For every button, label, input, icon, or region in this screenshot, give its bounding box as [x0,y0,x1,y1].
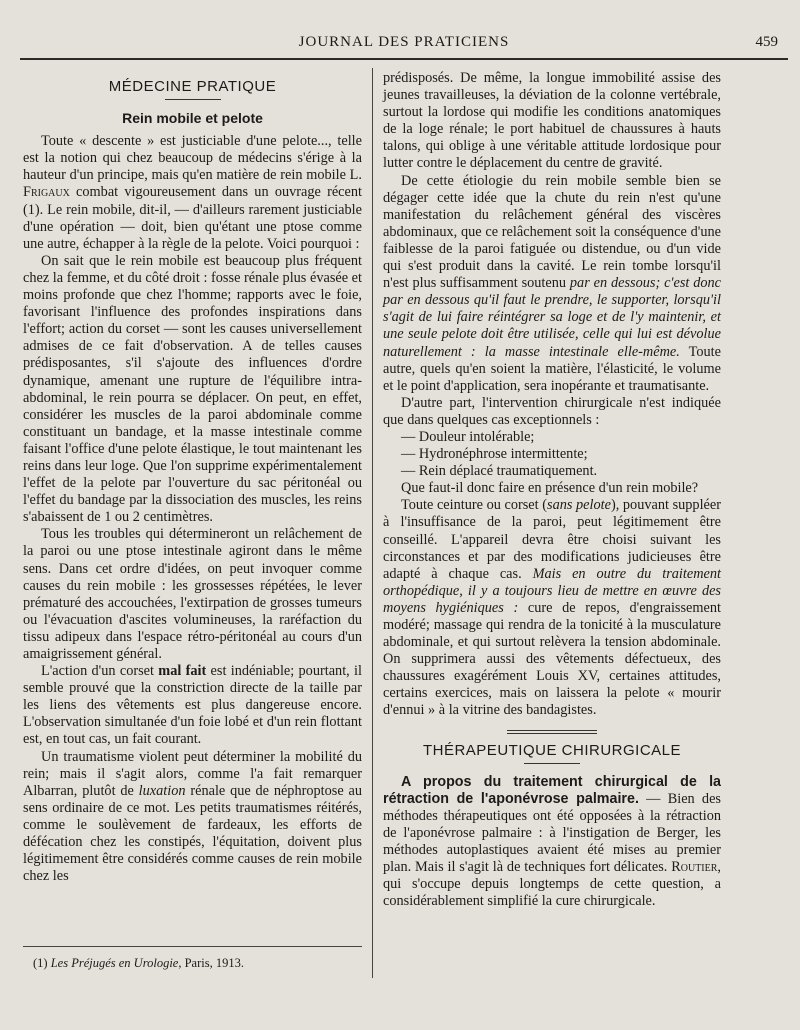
page-number: 459 [755,34,778,50]
text: Toute « descente » est justiciable d'une pelote..., telle est la notion qui chez beaucoup de médecins s'érige à la hauteur d'un principe, mais qu'en matière de rein mobile L. [23,133,362,184]
text: (1) [33,956,51,970]
footnote [33,956,244,971]
paragraph [23,663,362,748]
paragraph: Que faut-il donc faire en présence d'un rein mobile? [401,480,699,497]
text: De cette étiologie du rein mobile semble bien se dégager cette idée que la chute du rein n'est qu'une manifestation du relâchement général des viscères abdominaux, que ce relâchement soit la conséquence d'une faiblesse de la paroi fatiguée ou distendue, ou d'un vide qui s'est produit dans la cavité. Le rein tombe lorsqu'il n'est plus suffisamment soutenu [383,172,721,292]
right-column [383,70,721,910]
paragraph [23,133,362,253]
column-divider [372,68,373,978]
paragraph [383,497,721,719]
text: Un traumatisme violent peut déterminer la mobilité du rein; mais il s'agit alors, comme l'a fait remarquer Albarran, plutôt de [23,748,362,799]
emphasis: mal fait [158,663,207,680]
footnote-rule [23,946,362,947]
text: L'action d'un corset [41,663,159,680]
paragraph [383,173,721,395]
paragraph [383,774,721,911]
text: combat vigoureusement dans un ouvrage récent (1). Le rein mobile, dit-il, — d'ailleurs rarement justiciable d'une opération — doit, bien qu'étant une ptose comme une autre, échapper à la règle de la pelote. Voici pourquoi : [23,184,362,252]
section-separator [507,730,597,734]
book-title: Les Préjugés en Urologie [50,956,179,970]
paragraph: On sait que le rein mobile est beaucoup plus fréquent chez la femme, et du côté droit : fosse rénale plus évasée et moins profonde que chez l'homme; rapports avec le foie, favorisant l'influence des profondes inspirations dans l'effort; action du corset — sont les causes universellement admises de ce fait d'observation. A de telles causes prédisposantes, s'il s'ajoute des influences d'ordre dynamique, amenant une rupture de l'équilibre intra-abdominal, le rein pourra se déplacer. On peut, en effet, considérer les muscles de la paroi abdominale comme constituant un bandage, et la masse intestinale comme faisant l'office d'une pelote élastique, le tout maintenant les reins dans leur loge. Que l'on supprime expérimentalement l'effet de la pelote par l'ouverture du sac péritonéal ou l'effet du bandage par la dissociation des muscles, les reins s'abaissent de 1 ou 2 centimètres. [23,252,362,526]
emphasis: par en dessous; c'est donc par en dessous qu'il faut le prendre, le supporter, lorsqu'il s'agit de lui faire réintégrer sa loge et de l'y maintenir, et une seule pelote doit être utilisée, celle qui lui est dévolue naturellement : la masse intestinale elle-même. [383,275,721,360]
section-title-therapeutique-chirurgicale: THÉRAPEUTIQUE CHIRURGICALE [422,741,682,759]
text: cure de repos, d'engraissement modéré; massage qui rendra de la tonicité à la musculature abdominale, et qui surtout relèvera la tension abdominale. On supprimera aussi des vêtements défectueux, des chaussures exagérément Louis XV, certaines attitudes, certains exercices, mais on laissera la pelote « mourir d'ennui » à la vitrine des bandagistes. [383,599,721,719]
article-lead: A propos du traitement chirurgical de la rétraction de l'aponévrose palmaire. [383,773,721,807]
text: Toute ceinture ou corset ( [401,497,547,514]
emphasis: Mais en outre du traitement orthopédique, il y a toujours lieu de mettre en œuvre des moyens hygiéniques : [383,565,721,616]
paragraph: Tous les troubles qui détermineront un relâchement de la paroi ou une ptose intestinale agiront dans le même sens. Dans cet ordre d'idées, on peut invoquer comme causes du rein mobile : les grossesses répétées, le lever prématuré des accouchées, l'extirpation de grosses tumeurs ou l'évacuation d'ascites volumineuses, la raréfaction du tissu adipeux dans l'espace rétro-péritonéal au cours d'un amaigrissement général. [23,526,362,662]
author-name: Routier [671,859,718,876]
emphasis: sans pelote [547,497,611,514]
header-rule [20,58,788,60]
text: rénale que de néphroptose au sens ordinaire de ce mot. Les petits traumatismes réitérés, comme le soulèvement de fardeaux, les efforts de défécation chez les constipés, l'équitation, doivent plus légitimement être considérés comme causes de rein mobile chez les [23,782,362,885]
text: Toute autre, quels qu'en soient la matière, l'élasticité, le volume et le point d'application, sera inopérante et traumatisante. [383,343,722,394]
left-column [23,70,362,885]
emphasis: luxation [138,782,186,799]
list-item: — Rein déplacé traumatiquement. [401,463,598,480]
text: ), pouvant suppléer à l'insuffisance de la paroi, peut légitimement être conseillé. L'appareil devra être choisi suivant les circonstances et par des modifications judicieuses être adapté à chaque cas. [383,497,721,582]
indication-list [383,429,721,480]
text: , qui s'occupe depuis longtemps de cette question, a considérablement simplifié la cure chirurgicale. [383,859,721,910]
list-item: — Hydronéphrose intermittente; [401,446,588,463]
journal-title: JOURNAL DES PRATICIENS [298,34,510,50]
section-rule [165,99,221,100]
page-header [20,30,788,58]
paragraph: D'autre part, l'intervention chirurgicale n'est indiquée que dans quelques cas exceptionnels : [383,394,721,428]
paragraph: prédisposés. De même, la longue immobilité assise des jeunes travailleuses, la déviation de la colonne vertébrale, surtout la lordose qui modifie les conditions anatomiques de la loge rénale; le port habituel de chaussures à hauts talons, qui oblige à une véritable attitude lordosique pour lutter contre le déplacement du centre de gravité. [383,70,721,172]
text: est indéniable; pourtant, il semble prouvé que la constriction directe de la taille par les liens des vêtements est plus dangereuse encore. L'observation simultanée d'un foie lobé et d'un rein flottant est, en tout cas, un fait courant. [23,663,362,748]
text: — Bien des méthodes thérapeutiques ont été opposées à la rétraction de l'aponévrose palmaire : à l'instigation de Berger, les méthodes autoplastiques avaient été mises au premier plan. Mais il s'agit là de techniques fort délicates. [383,790,721,876]
section-rule [524,763,580,764]
author-name: Frigaux [23,184,70,201]
text: , Paris, 1913. [178,956,244,970]
article-title-rein-mobile: Rein mobile et pelote [122,110,263,127]
section-title-medecine-pratique: MÉDECINE PRATIQUE [108,78,277,95]
paragraph [23,749,362,886]
list-item: — Douleur intolérable; [401,428,535,445]
